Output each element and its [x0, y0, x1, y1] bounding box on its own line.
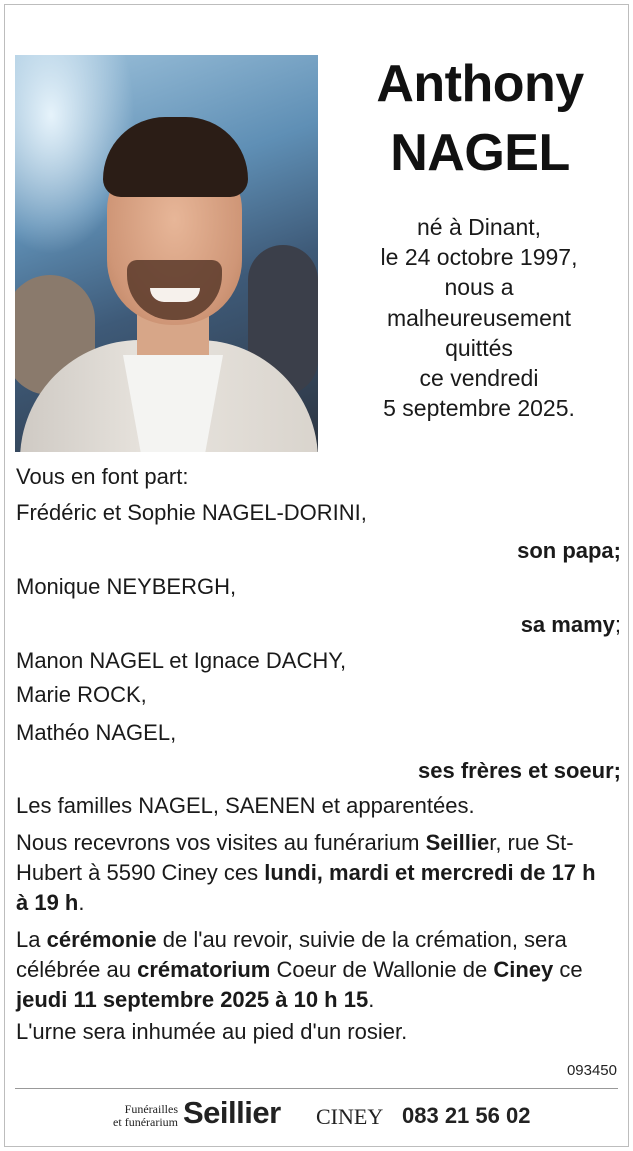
portrait-photo	[15, 55, 318, 452]
ceremony-text-4: ce	[553, 957, 583, 982]
families-line: Les familles NAGEL, SAENEN et apparentées.	[16, 793, 475, 818]
parents-role: son papa;	[517, 538, 621, 563]
ceremony-bold-2: crématorium	[137, 957, 271, 982]
visits-text-2: r, rue St-Hubert à 5590 Ciney ces	[16, 830, 574, 885]
tagline-line-1: Funérailles	[124, 1102, 178, 1116]
sibling-2: Marie ROCK,	[16, 682, 147, 707]
ceremony-text-1: La	[16, 927, 47, 952]
grandmother-role-punct: ;	[614, 612, 621, 637]
intro-line: ce vendredi	[419, 365, 539, 392]
ceremony-bold-1: cérémonie	[46, 927, 157, 952]
funeral-home-phone: 083 21 56 02	[402, 1103, 531, 1128]
parents-names: Frédéric et Sophie NAGEL-DORINI,	[16, 500, 367, 525]
funeral-home-footer	[0, 1095, 633, 1139]
first-name: Anthony	[376, 55, 584, 113]
tagline-line-2: et funérarium	[113, 1115, 178, 1129]
visits-paragraph	[16, 828, 608, 918]
intro-line: nous a	[444, 274, 514, 301]
grandmother-name: Monique NEYBERGH,	[16, 574, 237, 599]
intro-line: né à Dinant,	[416, 214, 542, 240]
ceremony-bold-4: jeudi 11 septembre 2025 à 10 h 15	[16, 987, 369, 1012]
intro-line: quittés	[445, 334, 513, 361]
ceremony-text-2: de l'au revoir, suivie de la crémation, sera célébrée au	[16, 927, 567, 982]
grandmother-role	[521, 610, 621, 640]
shirt	[123, 355, 223, 452]
urn-line: L'urne sera inhumée au pied d'un rosier.	[16, 1019, 408, 1044]
funeral-home-city: CINEY	[316, 1104, 384, 1129]
announce-intro: Vous en font part:	[16, 464, 189, 489]
visits-bold-1: Seillie	[425, 830, 490, 855]
ceremony-bold-3: Ciney	[493, 957, 554, 982]
intro-line: malheureusement	[386, 304, 572, 331]
intro-line: le 24 octobre 1997,	[380, 244, 578, 271]
sibling-1: Manon NAGEL et Ignace DACHY,	[16, 648, 347, 673]
funeral-home-name: Seillier	[183, 1095, 281, 1130]
smile	[150, 288, 200, 302]
visits-text-1: Nous recevrons vos visites au funérarium	[16, 830, 426, 855]
funeral-home-tagline	[80, 1103, 178, 1129]
ceremony-text-5: .	[368, 987, 375, 1012]
footer-divider	[15, 1088, 618, 1089]
intro-line: 5 septembre 2025.	[383, 395, 575, 422]
visits-text-3: .	[78, 890, 85, 915]
birth-death-text	[348, 212, 610, 423]
reference-number: 093450	[566, 1062, 617, 1079]
visits-bold-2: lundi, mardi et mercredi de 17 h à 19 h	[16, 860, 596, 915]
last-name: NAGEL	[390, 124, 570, 182]
ceremony-paragraph	[16, 925, 608, 1015]
ceremony-text-3: Coeur de Wallonie de	[270, 957, 494, 982]
grandmother-role-text: sa mamy	[520, 612, 615, 637]
siblings-role: ses frères et soeur;	[418, 758, 621, 783]
sibling-3: Mathéo NAGEL,	[16, 720, 177, 745]
